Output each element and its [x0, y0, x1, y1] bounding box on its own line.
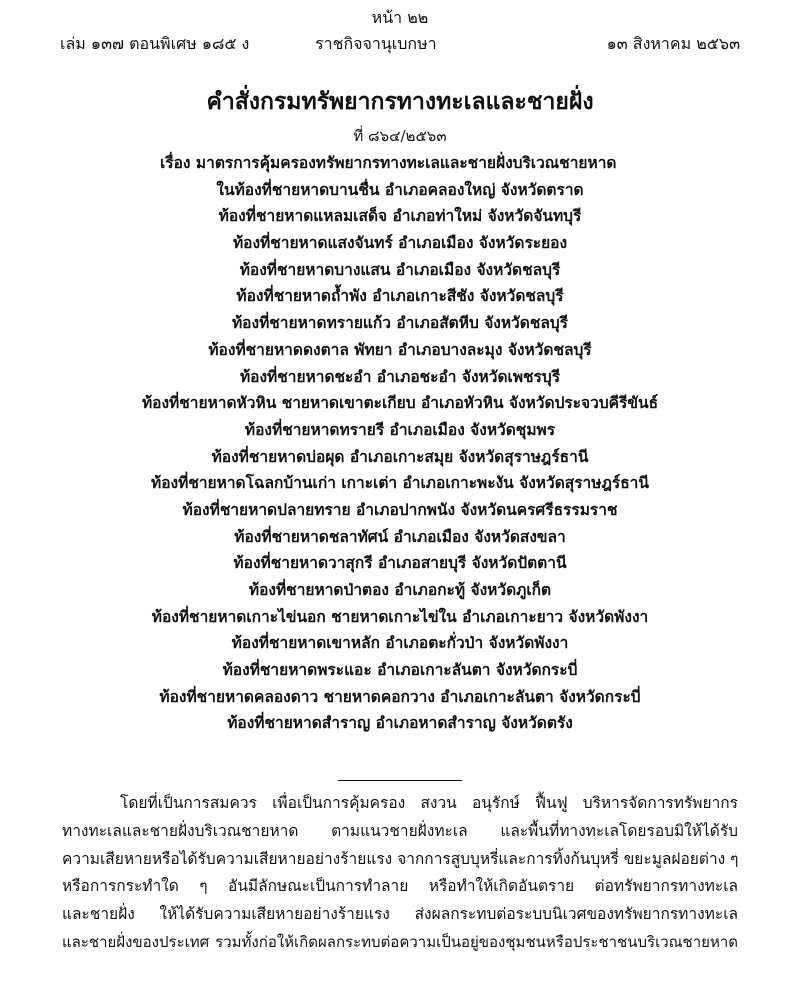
subject-line: ท้องที่ชายหาดบางแสน อำเภอเมือง จังหวัดชลบุรี: [239, 259, 561, 279]
body-line: และชายฝั่ง ให้ได้รับความเสียหายอย่างร้ายแรง ส่งผลกระทบต่อระบบนิเวศของทรัพยากรทางทะเล: [62, 905, 738, 924]
body-line: และชายฝั่งของประเทศ รวมทั้งก่อให้เกิดผลกระทบต่อความเป็นอยู่ของชุมชนหรือประชาชนบริเวณชายหาด: [62, 932, 738, 951]
subject-line: ท้องที่ชายหาดชลาทัศน์ อำเภอเมือง จังหวัดสงขลา: [234, 526, 566, 546]
subject-line: ท้องที่ชายหาดดงตาล พัทยา อำเภอบางละมุง จังหวัดชลบุรี: [208, 339, 592, 359]
subject-line: ท้องที่ชายหาดสำราญ อำเภอหาดสำราญ จังหวัดตรัง: [227, 713, 573, 733]
subject-line: ท้องที่ชายหาดหัวหิน ชายหาดเขาตะเกียบ อำเภอหัวหิน จังหวัดประจวบคีรีขันธ์: [141, 393, 659, 413]
subject-line: ท้องที่ชายหาดทรายรี อำเภอเมือง จังหวัดชุมพร: [244, 419, 556, 439]
subject-line: ท้องที่ชายหาดโฉลกบ้านเก่า เกาะเต่า อำเภอเกาะพะงัน จังหวัดสุราษฎร์ธานี: [151, 473, 649, 493]
subject-line: ท้องที่ชายหาดแหลมเสด็จ อำเภอท่าใหม่ จังหวัดจันทบุรี: [218, 206, 582, 226]
document-title: คำสั่งกรมทรัพยากรทางทะเลและชายฝั่ง: [206, 88, 594, 115]
subject-line: ท้องที่ชายหาดพระแอะ อำเภอเกาะลันตา จังหวัดกระบี่: [222, 660, 578, 680]
subject-line: ท้องที่ชายหาดเกาะไข่นอก ชายหาดเกาะไข่ใน อำเภอเกาะยาว จังหวัดพังงา: [151, 606, 649, 626]
page-number: หน้า ๒๒: [371, 8, 429, 27]
separator-rule: [338, 780, 462, 781]
subject-line: ท้องที่ชายหาดแสงจันทร์ อำเภอเมือง จังหวัดระยอง: [232, 233, 568, 253]
subject-line: ในท้องที่ชายหาดบานชื่น อำเภอคลองใหญ่ จังหวัดตราด: [216, 179, 584, 199]
subject-line: ท้องที่ชายหาดชะอำ อำเภอชะอำ จังหวัดเพชรบุรี: [239, 366, 561, 386]
publish-date: ๑๓ สิงหาคม ๒๕๖๓: [606, 34, 740, 53]
body-line: หรือการกระทำใด ๆ อันมีลักษณะเป็นการทำลาย หรือทำให้เกิดอันตราย ต่อทรัพยากรทางทะเล: [62, 877, 738, 896]
gazette-header: [60, 32, 740, 56]
subject-block: [0, 150, 800, 737]
subject-line: ท้องที่ชายหาดทรายแก้ว อำเภอสัตหีบ จังหวัดชลบุรี: [231, 313, 569, 333]
volume-issue: เล่ม ๑๓๗ ตอนพิเศษ ๑๘๕ ง: [60, 34, 250, 53]
subject-line: เรื่อง มาตรการคุ้มครองทรัพยากรทางทะเลและชายฝั่งบริเวณชายหาด: [160, 153, 617, 172]
body-line: ความเสียหายหรือได้รับความเสียหายอย่างร้ายแรง จากการสูบบุหรี่และการทิ้งก้นบุหรี่ ขยะมูลฝอยต่าง ๆ: [62, 849, 739, 868]
body-paragraph: [62, 790, 738, 957]
order-number: ที่ ๘๖๔/๒๕๖๓: [353, 127, 447, 145]
subject-line: ท้องที่ชายหาดปลายทราย อำเภอปากพนัง จังหวัดนครศรีธรรมราช: [182, 499, 618, 519]
subject-line: ท้องที่ชายหาดวาสุกรี อำเภอสายบุรี จังหวัดปัตตานี: [233, 553, 567, 573]
body-line: โดยที่เป็นการสมควร เพื่อเป็นการคุ้มครอง สงวน อนุรักษ์ ฟื้นฟู บริหารจัดการทรัพยากร: [120, 794, 738, 812]
subject-line: ท้องที่ชายหาดถ้ำพัง อำเภอเกาะสีชัง จังหวัดชลบุรี: [236, 286, 564, 306]
gazette-name: ราชกิจจานุเบกษา: [315, 34, 437, 53]
subject-line: ท้องที่ชายหาดคลองดาว ชายหาดคอกวาง อำเภอเกาะลันตา จังหวัดกระบี่: [159, 686, 641, 706]
subject-line: ท้องที่ชายหาดเขาหลัก อำเภอตะกั่วป่า จังหวัดพังงา: [231, 633, 569, 653]
body-line: ทางทะเลและชายฝั่งบริเวณชายหาด ตามแนวชายฝั่งทะเล และพื้นที่ทางทะเลโดยรอบมิให้ได้รับ: [62, 821, 738, 840]
subject-line: ท้องที่ชายหาดบ่อผุด อำเภอเกาะสมุย จังหวัดสุราษฎร์ธานี: [211, 446, 589, 466]
subject-line: ท้องที่ชายหาดป่าตอง อำเภอกะทู้ จังหวัดภูเก็ต: [248, 580, 552, 599]
